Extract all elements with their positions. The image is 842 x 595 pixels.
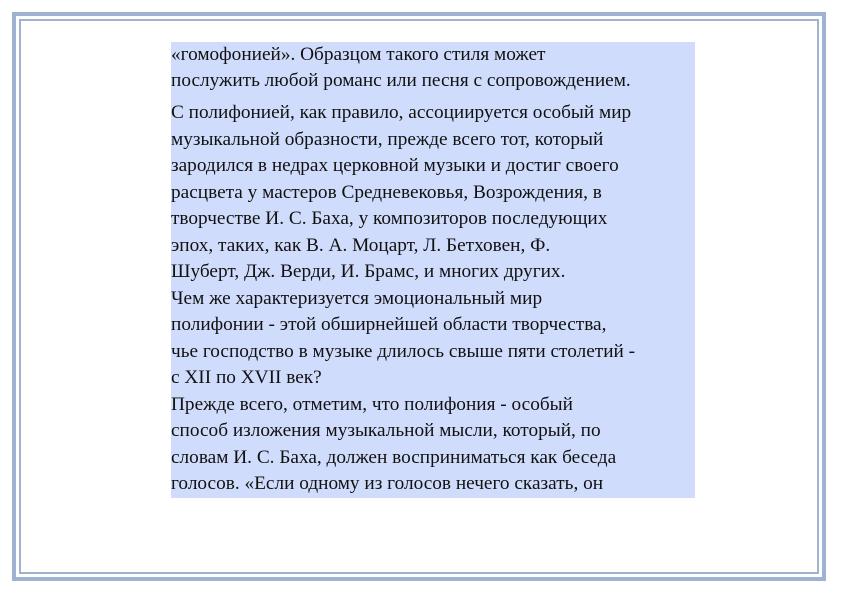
- text-line: творчестве И. С. Баха, у композиторов последующих: [171, 208, 608, 229]
- text-line: зародился в недрах церковной музыки и достиг своего: [171, 155, 619, 176]
- text-line: полифонии - этой обширнейшей области творчества,: [171, 314, 607, 335]
- text-line: С полифонией, как правило, ассоциируется особый мир: [171, 102, 632, 123]
- text-line: музыкальной образности, прежде всего тот, который: [171, 128, 604, 150]
- text-line: послужить любой романс или песня с сопровождением.: [171, 69, 631, 91]
- text-line: с XII по XVII век?: [171, 367, 322, 388]
- paragraph-emotsionalny-mir: [171, 286, 695, 392]
- text-line: эпох, таких, как В. А. Моцарт, Л. Бетховен, Ф.: [171, 234, 551, 256]
- text-line: Шуберт, Дж. Верди, И. Брамс, и многих других.: [171, 261, 566, 282]
- text-line: способ изложения музыкальной мысли, который, по: [171, 420, 601, 441]
- text-line: словам И. С. Баха, должен восприниматься как беседа: [171, 446, 617, 468]
- text-line: расцвета у мастеров Средневековья, Возрождения, в: [171, 181, 602, 203]
- text-line: Чем же характеризуется эмоциональный мир: [171, 287, 543, 309]
- text-line: голосов. «Если одному из голосов нечего сказать, он: [171, 473, 604, 494]
- paragraph-prezhde-vsego: [171, 392, 695, 498]
- text-line: «гомофонией». Образцом такого стиля может: [171, 44, 546, 65]
- text-line: Прежде всего, отметим, что полифония - особый: [171, 393, 573, 415]
- text-block: [171, 42, 695, 498]
- text-line: чье господство в музыке длилось свыше пяти столетий -: [171, 340, 636, 362]
- paragraph-polifonia-mir: [171, 100, 695, 286]
- paragraph-gomofonia: [171, 42, 695, 93]
